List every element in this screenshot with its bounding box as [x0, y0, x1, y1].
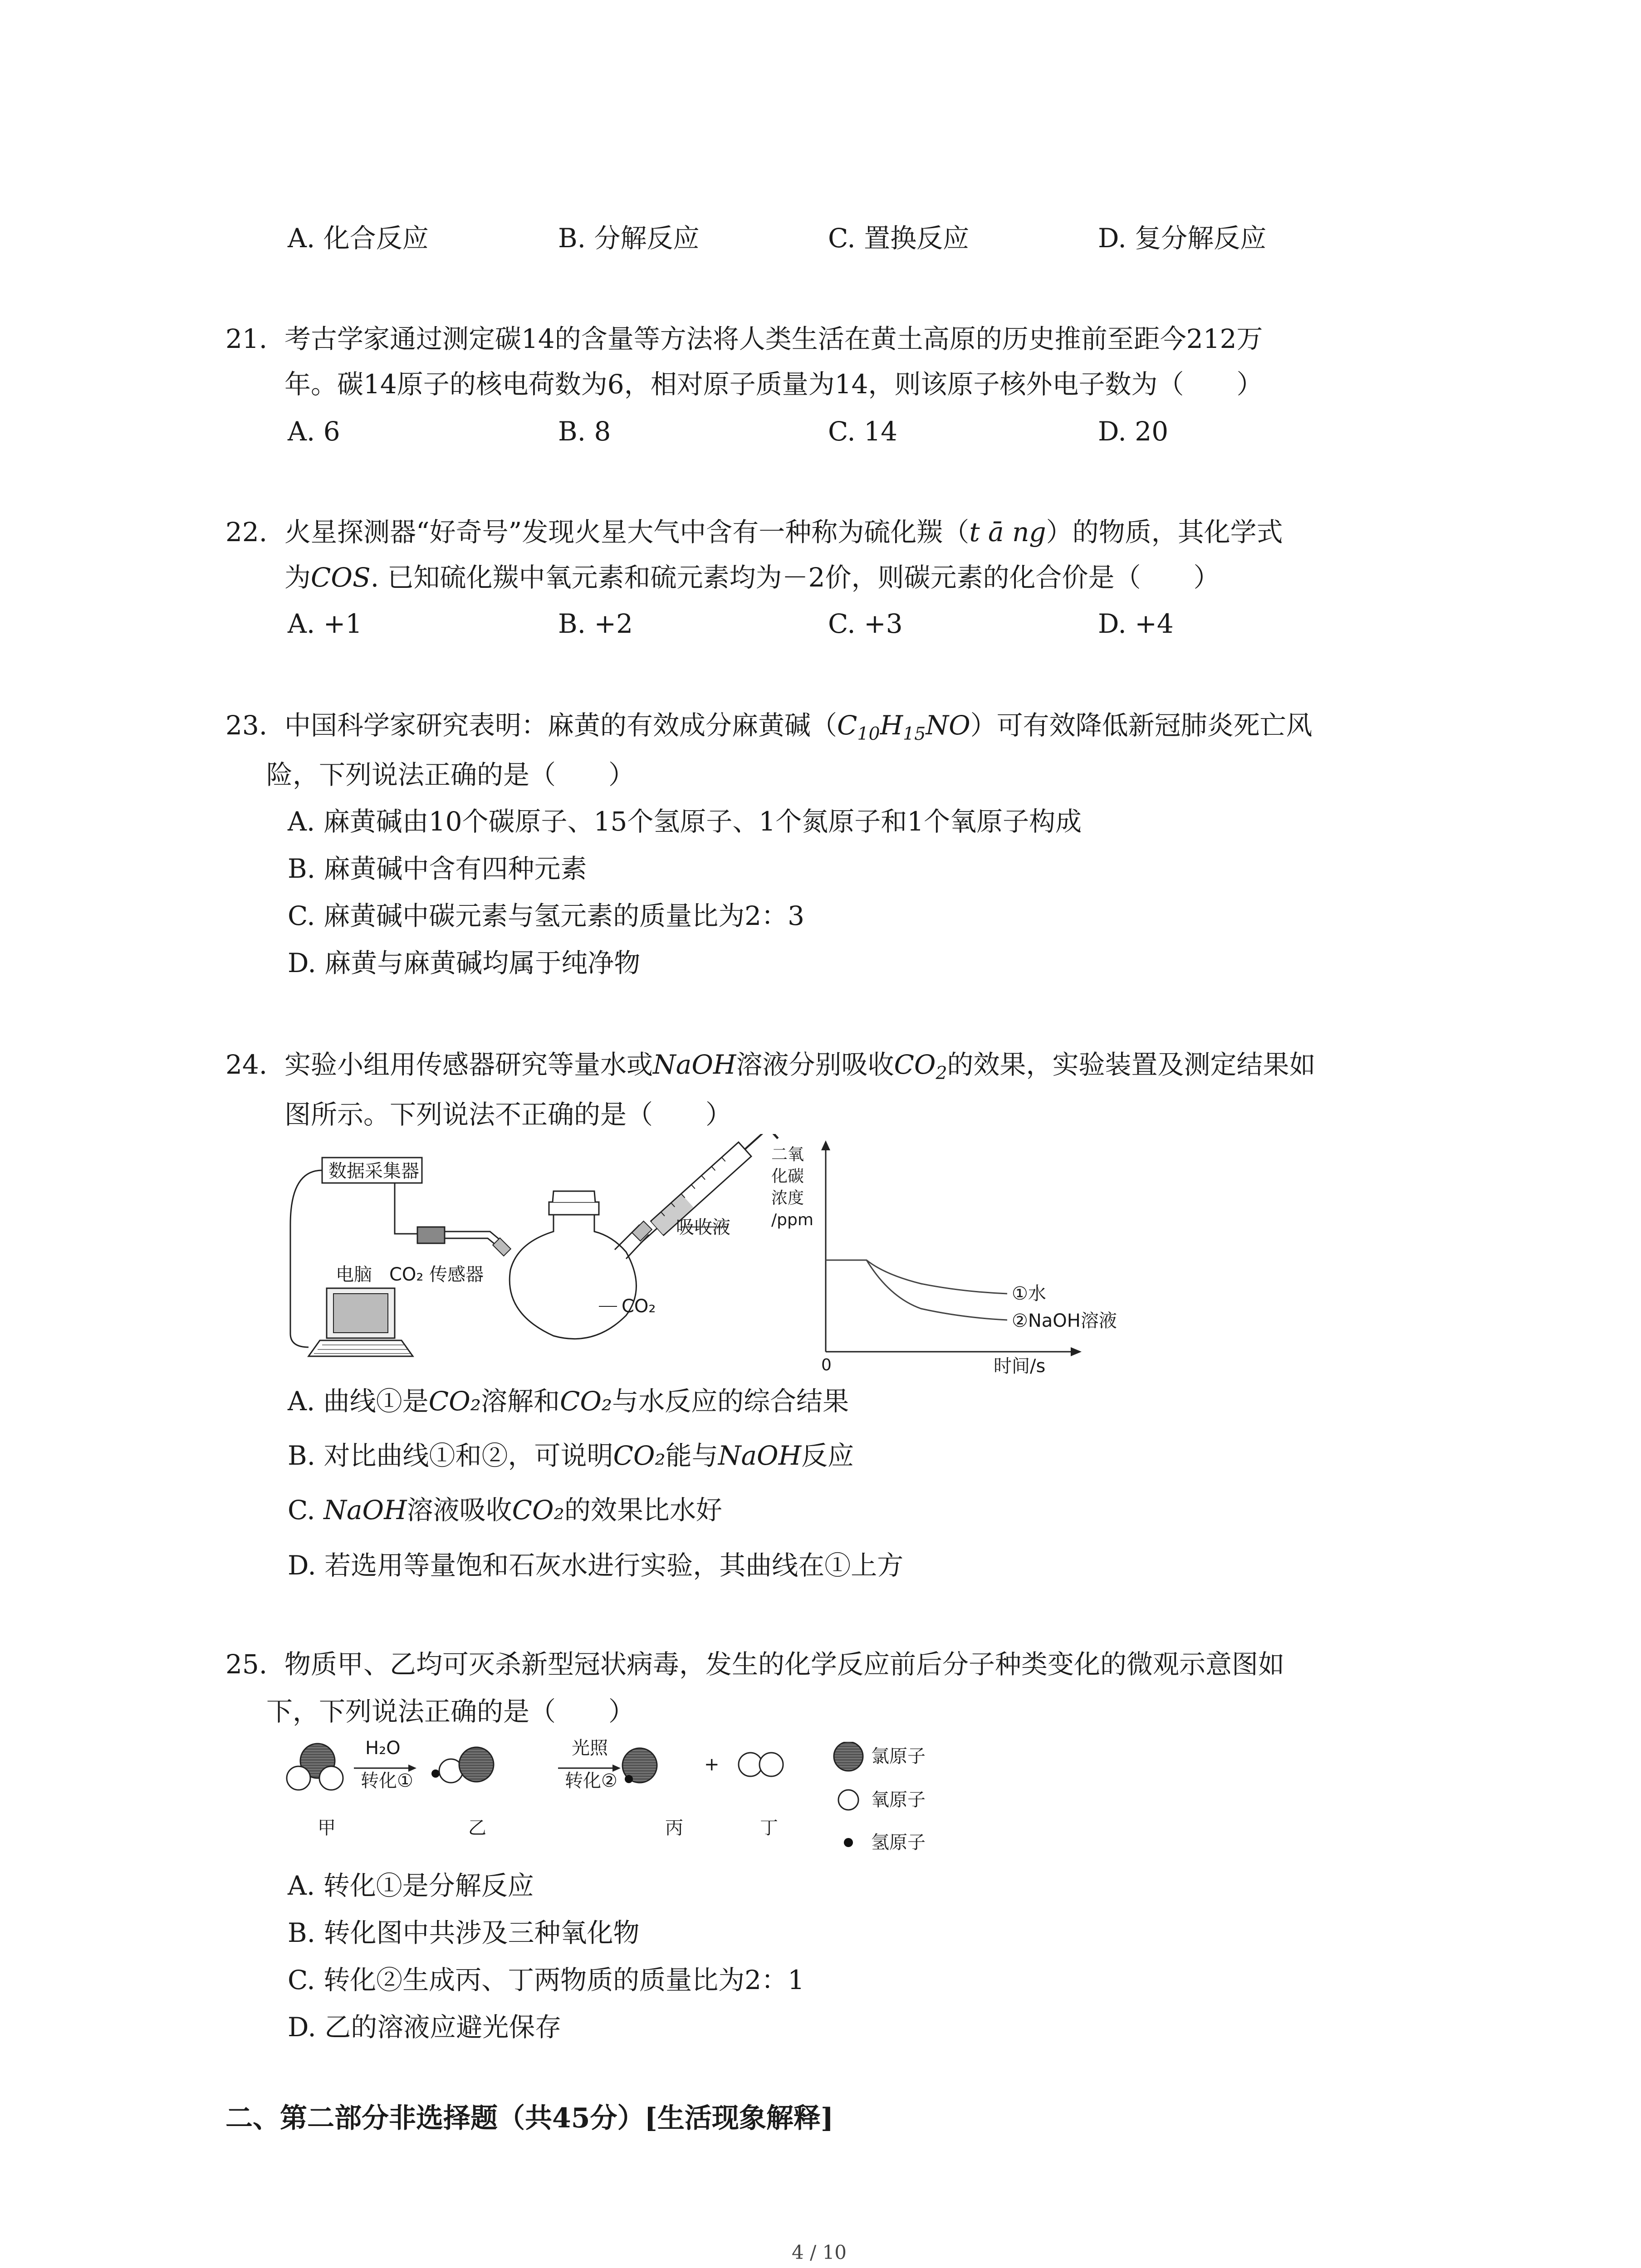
q24-line2: 图所示。下列说法不正确的是（ ）: [284, 1099, 732, 1130]
q24-number: 24.: [225, 1049, 268, 1080]
chart-origin: 0: [821, 1356, 832, 1374]
ephedrine-formula: $C_{10}H_{15}NO$: [837, 710, 970, 744]
curve-water: [826, 1260, 1007, 1294]
legend-oxygen-symbol: [838, 1790, 858, 1810]
q20-option-b: B. 分解反应: [558, 223, 700, 254]
q21-number: 21.: [225, 323, 268, 354]
chart-ylabel: 二氧 化碳 浓度 /ppm: [771, 1145, 813, 1229]
q21-option-b: B. 8: [558, 416, 611, 447]
q24-option-c: C. NaOH溶液吸收CO₂的效果比水好: [288, 1495, 722, 1525]
q25-option-b: B. 转化图中共涉及三种氧化物: [288, 1917, 640, 1948]
legend-hydrogen: 氢原子: [871, 1832, 926, 1853]
q23-line1: 中国科学家研究表明：麻黄的有效成分麻黄碱$(C_{10}H_{15}NO)$可有效降低新冠肺炎死亡风: [284, 710, 1313, 744]
q21-line2: 年。碳14原子的核电荷数为6，相对原子质量为14，则该原子核外电子数为（ ）: [284, 369, 1263, 400]
q21-option-d: D. 20: [1098, 416, 1169, 447]
computer-label: 电脑: [336, 1264, 372, 1285]
q24-option-a: A. 曲线①是CO₂溶解和CO₂与水反应的综合结果: [288, 1386, 849, 1417]
q23-option-a: A. 麻黄碱由10个碳原子、15个氢原子、1个氮原子和1个氧原子构成: [288, 806, 1082, 837]
curve-1-label: ①水: [1012, 1283, 1046, 1304]
q24-option-d: D. 若选用等量饱和石灰水进行实验，其曲线在①上方: [288, 1550, 904, 1581]
q23-line2: 险，下列说法正确的是（ ）: [266, 759, 635, 790]
q22-option-b: B. +2: [558, 608, 633, 639]
plus-sign: +: [704, 1754, 720, 1775]
arrow2-bottom-label: 转化②: [565, 1770, 617, 1791]
legend-chlorine: 氯原子: [871, 1746, 926, 1767]
q25-line2: 下，下列说法正确的是（ ）: [266, 1696, 635, 1727]
q20-option-a: A. 化合反应: [288, 223, 429, 254]
q20-option-d: D. 复分解反应: [1098, 223, 1267, 254]
arrow1-top-label: H₂O: [365, 1738, 401, 1759]
q24-line1: 实验小组用传感器研究等量水或NaOH溶液分别吸收$CO_2$的效果，实验装置及测定结果如: [284, 1049, 1316, 1084]
label-yi: 乙: [468, 1818, 486, 1838]
label-jia: 甲: [318, 1818, 336, 1838]
q22-option-c: C. +3: [828, 608, 903, 639]
computer-icon: [309, 1288, 413, 1356]
absorber-label: 吸收液: [676, 1217, 730, 1238]
q25-option-d: D. 乙的溶液应避光保存: [288, 2012, 562, 2043]
sensor-label: CO₂ 传感器: [389, 1264, 484, 1285]
q23-option-b: B. 麻黄碱中含有四种元素: [288, 853, 587, 884]
q22-line2: 为COS. 已知硫化羰中氧元素和硫元素均为－2价，则碳元素的化合价是（ ）: [284, 562, 1220, 593]
q22-line1: 火星探测器“好奇号”发现火星大气中含有一种称为硫化羰（t ā ng）的物质，其化学式: [284, 517, 1283, 547]
co2-concentration-chart: [808, 1134, 1125, 1370]
q21-option-a: A. 6: [288, 416, 340, 447]
section-2-heading: 二、第二部分非选择题（共45分）[生活现象解释]: [225, 2102, 834, 2134]
chart-xlabel: 时间/s: [994, 1356, 1046, 1377]
arrow2-top-label: 光照: [572, 1738, 608, 1759]
q22-option-a: A. +1: [288, 608, 362, 639]
molecule-jia: [287, 1744, 343, 1790]
molecule-reaction-figure: [281, 1742, 962, 1869]
q21-option-c: C. 14: [828, 416, 897, 447]
curve-naoh: [867, 1260, 1007, 1320]
q20-option-c: C. 置换反应: [828, 223, 970, 254]
page-number: 4 / 10: [792, 2241, 847, 2263]
q23-number: 23.: [225, 710, 268, 741]
label-ding: 丁: [760, 1818, 778, 1838]
q25-option-a: A. 转化①是分解反应: [288, 1870, 534, 1901]
curve-2-label: ②NaOH溶液: [1012, 1310, 1117, 1331]
co2-sensor-box: [417, 1227, 445, 1243]
q23-option-c: C. 麻黄碱中碳元素与氢元素的质量比为2：3: [288, 900, 804, 931]
data-collector-label: 数据采集器: [328, 1161, 419, 1182]
q25-line1: 物质甲、乙均可灭杀新型冠状病毒，发生的化学反应前后分子种类变化的微观示意图如: [284, 1649, 1285, 1680]
label-bing: 丙: [665, 1818, 683, 1838]
molecule-yi: [431, 1747, 494, 1783]
q21-line1: 考古学家通过测定碳14的含量等方法将人类生活在黄土高原的历史推前至距今212万: [284, 323, 1263, 354]
q22-number: 22.: [225, 517, 268, 547]
legend-chlorine-symbol: [834, 1742, 863, 1771]
molecule-ding: [739, 1753, 783, 1776]
flask-gas-label: CO₂: [622, 1296, 656, 1317]
q23-option-d: D. 麻黄与麻黄碱均属于纯净物: [288, 948, 641, 978]
legend-hydrogen-symbol: [844, 1838, 853, 1847]
legend-oxygen: 氧原子: [871, 1789, 926, 1810]
q24-option-b: B. 对比曲线①和②，可说明CO₂能与NaOH反应: [288, 1440, 854, 1471]
molecule-bing: [622, 1748, 657, 1783]
q25-option-c: C. 转化②生成丙、丁两物质的质量比为2：1: [288, 1965, 804, 1995]
q25-number: 25.: [225, 1649, 268, 1680]
q22-option-d: D. +4: [1098, 608, 1174, 639]
round-bottom-flask: [509, 1191, 636, 1339]
arrow1-bottom-label: 转化①: [361, 1770, 413, 1791]
